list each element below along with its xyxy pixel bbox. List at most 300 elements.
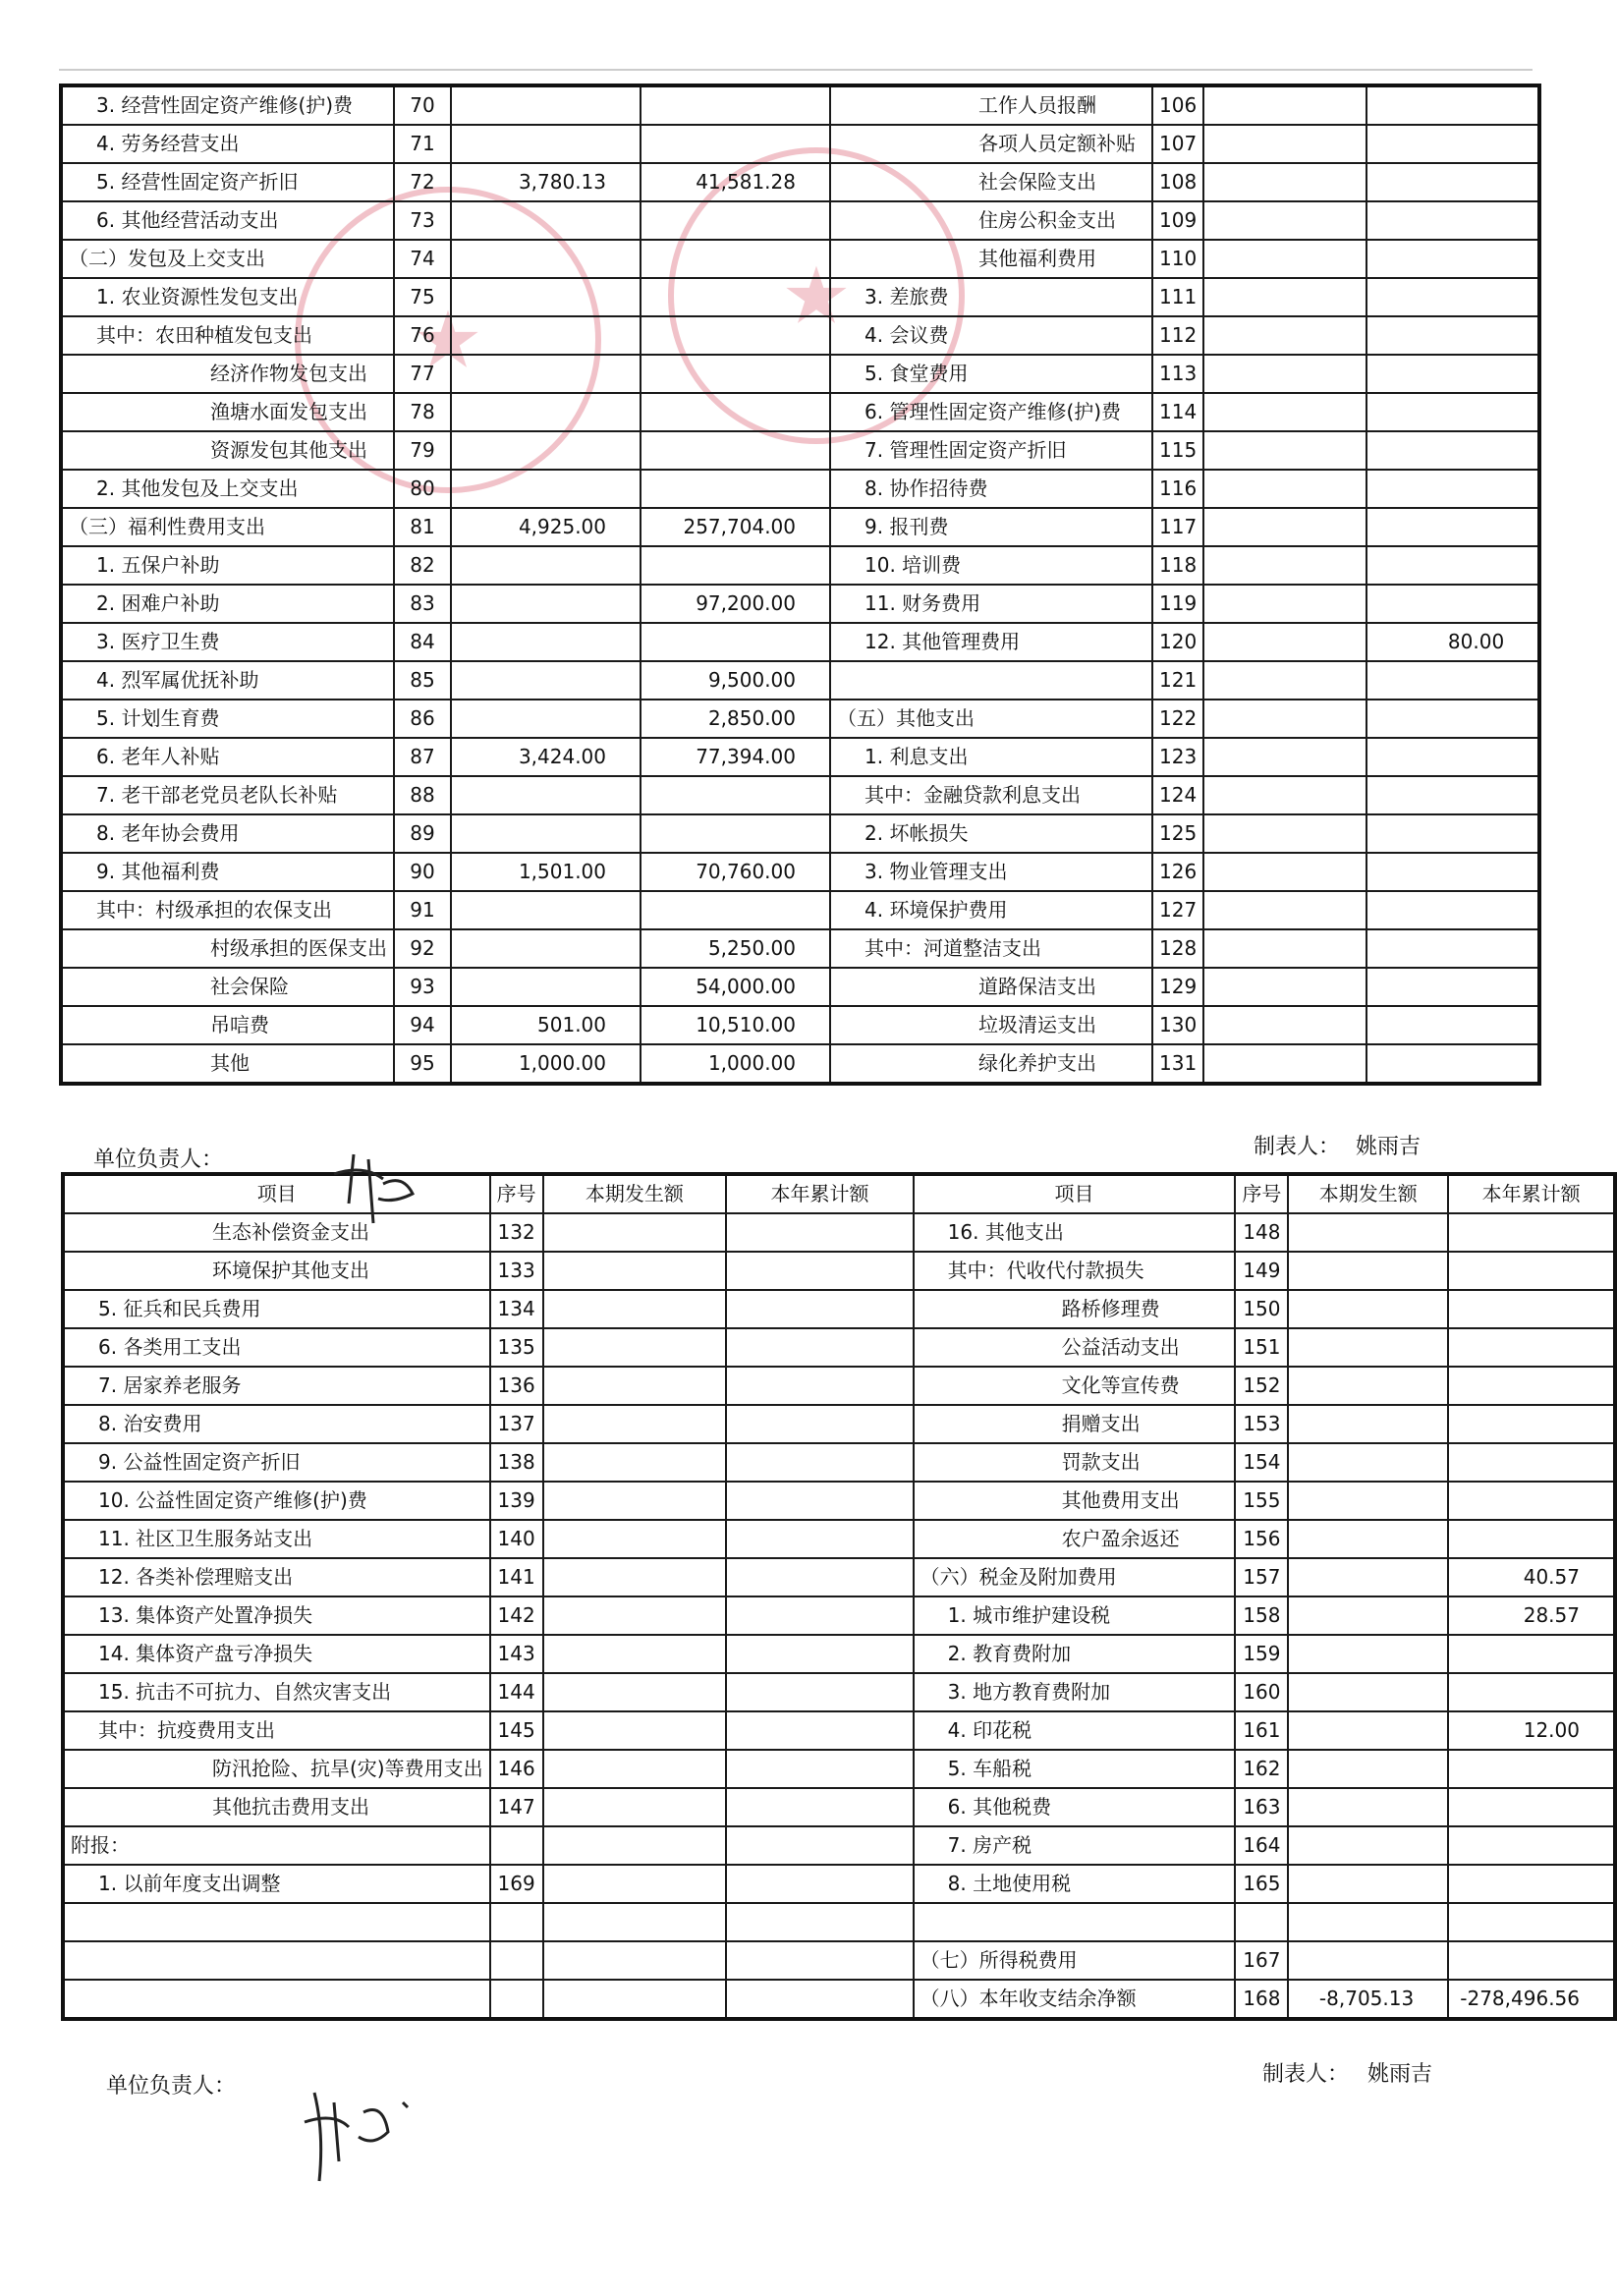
ytd-amount-cell (641, 201, 830, 240)
item-cell: 其他费用支出 (914, 1482, 1236, 1520)
current-amount-cell (451, 201, 641, 240)
seq-cell: 106 (1152, 85, 1203, 125)
expense-table-part1 (59, 84, 1541, 1086)
table-row (63, 1213, 1615, 1252)
item-cell: 渔塘水面发包支出 (61, 393, 394, 431)
item-cell: 其他抗击费用支出 (63, 1788, 490, 1826)
item-cell: 12. 各类补偿理赔支出 (63, 1558, 490, 1596)
item-cell: 防汛抢险、抗旱(灾)等费用支出 (63, 1750, 490, 1788)
ytd-amount-cell (641, 431, 830, 470)
ytd-amount-cell: 70,760.00 (641, 853, 830, 891)
current-amount-cell (1288, 1903, 1448, 1941)
preparer-label-1: 制表人： (1254, 1135, 1341, 1159)
ytd-amount-cell: 41,581.28 (641, 163, 830, 201)
ytd-amount-cell (1366, 240, 1539, 278)
seq-cell: 119 (1152, 585, 1203, 623)
current-amount-cell (451, 393, 641, 431)
current-amount-cell (1203, 661, 1366, 700)
item-cell (914, 1903, 1236, 1941)
current-amount-cell (1288, 1826, 1448, 1865)
ytd-amount-cell (641, 891, 830, 929)
seq-cell: 146 (490, 1750, 543, 1788)
item-cell: （六）税金及附加费用 (914, 1558, 1236, 1596)
item-cell: 11. 财务费用 (830, 585, 1152, 623)
seq-cell: 135 (490, 1328, 543, 1367)
seq-cell: 86 (394, 700, 451, 738)
ytd-amount-cell: 10,510.00 (641, 1006, 830, 1044)
item-cell: 14. 集体资产盘亏净损失 (63, 1635, 490, 1673)
seq-cell: 136 (490, 1367, 543, 1405)
ytd-amount-cell (641, 316, 830, 355)
ytd-amount-cell (1448, 1673, 1615, 1711)
current-amount-cell (1203, 316, 1366, 355)
ytd-amount-cell (726, 1826, 913, 1865)
seq-cell: 72 (394, 163, 451, 201)
item-cell: 12. 其他管理费用 (830, 623, 1152, 661)
ytd-amount-cell (726, 1711, 913, 1750)
item-cell: 1. 利息支出 (830, 738, 1152, 776)
item-cell: 16. 其他支出 (914, 1213, 1236, 1252)
seq-cell: 168 (1235, 1980, 1288, 2019)
leader-label-2: 单位负责人： (106, 2074, 237, 2099)
ytd-amount-cell (1366, 355, 1539, 393)
current-amount-cell (451, 776, 641, 814)
table-row (63, 1826, 1615, 1865)
table-row (63, 1750, 1615, 1788)
seq-cell: 153 (1235, 1405, 1288, 1443)
item-cell: 其中：河道整洁支出 (830, 929, 1152, 968)
table-row (63, 1367, 1615, 1405)
seq-cell: 88 (394, 776, 451, 814)
current-amount-cell (543, 1750, 727, 1788)
ytd-amount-cell (1366, 278, 1539, 316)
item-cell: 经济作物发包支出 (61, 355, 394, 393)
seq-cell: 159 (1235, 1635, 1288, 1673)
current-amount-cell (1203, 623, 1366, 661)
table-row (61, 661, 1539, 700)
ytd-amount-cell (726, 1865, 913, 1903)
item-cell: 2. 教育费附加 (914, 1635, 1236, 1673)
seq-cell: 126 (1152, 853, 1203, 891)
ytd-amount-cell: 54,000.00 (641, 968, 830, 1006)
ytd-amount-cell (726, 1482, 913, 1520)
header-seq: 序号 (490, 1174, 543, 1213)
ytd-amount-cell (1366, 776, 1539, 814)
current-amount-cell (1203, 125, 1366, 163)
current-amount-cell (1203, 1044, 1366, 1084)
current-amount-cell (451, 85, 641, 125)
item-cell: 各项人员定额补贴 (830, 125, 1152, 163)
current-amount-cell: 4,925.00 (451, 508, 641, 546)
current-amount-cell (1203, 853, 1366, 891)
ytd-amount-cell (641, 546, 830, 585)
item-cell: 7. 居家养老服务 (63, 1367, 490, 1405)
item-cell: （二）发包及上交支出 (61, 240, 394, 278)
current-amount-cell (543, 1328, 727, 1367)
seq-cell: 161 (1235, 1711, 1288, 1750)
item-cell (63, 1980, 490, 2019)
ytd-amount-cell (641, 776, 830, 814)
table-row (61, 623, 1539, 661)
ytd-amount-cell (1366, 738, 1539, 776)
table-row (61, 393, 1539, 431)
table-row (61, 470, 1539, 508)
table-row (63, 1941, 1615, 1980)
item-cell: 捐赠支出 (914, 1405, 1236, 1443)
current-amount-cell (1203, 240, 1366, 278)
seq-cell (1235, 1903, 1288, 1941)
current-amount-cell (451, 700, 641, 738)
seq-cell (490, 1941, 543, 1980)
seq-cell: 94 (394, 1006, 451, 1044)
seq-cell: 93 (394, 968, 451, 1006)
header-seq: 序号 (1235, 1174, 1288, 1213)
current-amount-cell: 1,000.00 (451, 1044, 641, 1084)
current-amount-cell (1288, 1673, 1448, 1711)
current-amount-cell (451, 125, 641, 163)
seq-cell: 77 (394, 355, 451, 393)
seq-cell (490, 1980, 543, 2019)
seq-cell: 158 (1235, 1596, 1288, 1635)
seq-cell: 140 (490, 1520, 543, 1558)
item-cell: 1. 以前年度支出调整 (63, 1865, 490, 1903)
item-cell: 其中：抗疫费用支出 (63, 1711, 490, 1750)
seq-cell: 83 (394, 585, 451, 623)
current-amount-cell (543, 1252, 727, 1290)
current-amount-cell (543, 1482, 727, 1520)
item-cell: 农户盈余返还 (914, 1520, 1236, 1558)
table-header-row (63, 1174, 1615, 1213)
seq-cell: 167 (1235, 1941, 1288, 1980)
current-amount-cell (543, 1865, 727, 1903)
seq-cell: 148 (1235, 1213, 1288, 1252)
ytd-amount-cell (726, 1903, 913, 1941)
ytd-amount-cell (726, 1635, 913, 1673)
current-amount-cell (543, 1941, 727, 1980)
seq-cell: 81 (394, 508, 451, 546)
item-cell: 2. 其他发包及上交支出 (61, 470, 394, 508)
current-amount-cell (451, 278, 641, 316)
table-row (61, 316, 1539, 355)
seq-cell: 118 (1152, 546, 1203, 585)
ytd-amount-cell (1366, 814, 1539, 853)
ytd-amount-cell (1366, 85, 1539, 125)
preparer-name-2: 姚雨吉 (1367, 2062, 1433, 2087)
seq-cell (490, 1903, 543, 1941)
ytd-amount-cell (1366, 929, 1539, 968)
ytd-amount-cell (726, 1558, 913, 1596)
current-amount-cell (1288, 1443, 1448, 1482)
current-amount-cell: 3,780.13 (451, 163, 641, 201)
current-amount-cell (543, 1596, 727, 1635)
current-amount-cell (1203, 968, 1366, 1006)
table-row (63, 1673, 1615, 1711)
current-amount-cell (1288, 1252, 1448, 1290)
header-item: 项目 (914, 1174, 1236, 1213)
table-row (63, 1290, 1615, 1328)
current-amount-cell (1203, 1006, 1366, 1044)
item-cell: 4. 环境保护费用 (830, 891, 1152, 929)
current-amount-cell (543, 1443, 727, 1482)
item-cell: （三）福利性费用支出 (61, 508, 394, 546)
table-row (61, 125, 1539, 163)
table-row (61, 163, 1539, 201)
item-cell: 10. 培训费 (830, 546, 1152, 585)
current-amount-cell (1288, 1482, 1448, 1520)
current-amount-cell (543, 1980, 727, 2019)
ytd-amount-cell (726, 1750, 913, 1788)
seq-cell: 154 (1235, 1443, 1288, 1482)
item-cell: 工作人员报酬 (830, 85, 1152, 125)
item-cell: 5. 征兵和民兵费用 (63, 1290, 490, 1328)
item-cell: 9. 其他福利费 (61, 853, 394, 891)
item-cell: 7. 房产税 (914, 1826, 1236, 1865)
current-amount-cell (1288, 1405, 1448, 1443)
seq-cell: 75 (394, 278, 451, 316)
ytd-amount-cell (641, 470, 830, 508)
ytd-amount-cell (1448, 1290, 1615, 1328)
current-amount-cell (451, 240, 641, 278)
current-amount-cell (451, 623, 641, 661)
item-cell: 8. 协作招待费 (830, 470, 1152, 508)
current-amount-cell (451, 355, 641, 393)
seq-cell: 92 (394, 929, 451, 968)
table-row (63, 1596, 1615, 1635)
table-row (63, 1558, 1615, 1596)
item-cell: 5. 车船税 (914, 1750, 1236, 1788)
item-cell: 其他 (61, 1044, 394, 1084)
current-amount-cell (451, 968, 641, 1006)
seq-cell: 145 (490, 1711, 543, 1750)
item-cell: 3. 物业管理支出 (830, 853, 1152, 891)
item-cell: 村级承担的医保支出 (61, 929, 394, 968)
current-amount-cell (543, 1788, 727, 1826)
current-amount-cell (543, 1520, 727, 1558)
current-amount-cell (1203, 201, 1366, 240)
item-cell: 罚款支出 (914, 1443, 1236, 1482)
seq-cell: 133 (490, 1252, 543, 1290)
preparer-name-1: 姚雨吉 (1356, 1135, 1422, 1159)
table-row (61, 776, 1539, 814)
item-cell: 6. 管理性固定资产维修(护)费 (830, 393, 1152, 431)
table-row (61, 968, 1539, 1006)
header-ytd: 本年累计额 (1448, 1174, 1615, 1213)
seq-cell: 150 (1235, 1290, 1288, 1328)
current-amount-cell (543, 1673, 727, 1711)
current-amount-cell (1203, 738, 1366, 776)
current-amount-cell (451, 546, 641, 585)
current-amount-cell (1203, 891, 1366, 929)
preparer-label-2: 制表人： (1262, 2062, 1350, 2087)
item-cell: 4. 烈军属优抚补助 (61, 661, 394, 700)
table-row (63, 1482, 1615, 1520)
ytd-amount-cell: -278,496.56 (1448, 1980, 1615, 2019)
seq-cell: 137 (490, 1405, 543, 1443)
item-cell: 垃圾清运支出 (830, 1006, 1152, 1044)
item-cell: 15. 抗击不可抗力、自然灾害支出 (63, 1673, 490, 1711)
ytd-amount-cell: 77,394.00 (641, 738, 830, 776)
current-amount-cell (1203, 700, 1366, 738)
table-row (61, 891, 1539, 929)
seq-cell: 78 (394, 393, 451, 431)
seq-cell: 109 (1152, 201, 1203, 240)
ytd-amount-cell (1366, 393, 1539, 431)
table-row (61, 546, 1539, 585)
ytd-amount-cell (641, 814, 830, 853)
seq-cell: 116 (1152, 470, 1203, 508)
seq-cell: 85 (394, 661, 451, 700)
ytd-amount-cell (641, 355, 830, 393)
ytd-amount-cell: 40.57 (1448, 1558, 1615, 1596)
ytd-amount-cell (641, 240, 830, 278)
current-amount-cell (1203, 355, 1366, 393)
table-row (61, 355, 1539, 393)
ytd-amount-cell (1366, 1006, 1539, 1044)
table-row (61, 814, 1539, 853)
table-row (61, 201, 1539, 240)
item-cell: 7. 管理性固定资产折旧 (830, 431, 1152, 470)
item-cell (63, 1941, 490, 1980)
seq-cell: 131 (1152, 1044, 1203, 1084)
current-amount-cell (451, 661, 641, 700)
ytd-amount-cell (726, 1788, 913, 1826)
ytd-amount-cell (1448, 1941, 1615, 1980)
ytd-amount-cell (1366, 316, 1539, 355)
ytd-amount-cell (1448, 1865, 1615, 1903)
ytd-amount-cell (641, 125, 830, 163)
header-item: 项目 (63, 1174, 490, 1213)
current-amount-cell (1203, 393, 1366, 431)
current-amount-cell (451, 891, 641, 929)
current-amount-cell (1203, 508, 1366, 546)
table-row (61, 585, 1539, 623)
item-cell: 公益活动支出 (914, 1328, 1236, 1367)
current-amount-cell (1288, 1941, 1448, 1980)
seq-cell: 165 (1235, 1865, 1288, 1903)
current-amount-cell (1288, 1635, 1448, 1673)
ytd-amount-cell (1366, 508, 1539, 546)
item-cell: 8. 治安费用 (63, 1405, 490, 1443)
item-cell: 13. 集体资产处置净损失 (63, 1596, 490, 1635)
leader-label-1: 单位负责人： (93, 1148, 224, 1172)
item-cell: 社会保险支出 (830, 163, 1152, 201)
ytd-amount-cell (1448, 1213, 1615, 1252)
seq-cell: 149 (1235, 1252, 1288, 1290)
seq-cell: 127 (1152, 891, 1203, 929)
current-amount-cell (543, 1290, 727, 1328)
seq-cell: 79 (394, 431, 451, 470)
table-row (61, 929, 1539, 968)
seq-cell: 108 (1152, 163, 1203, 201)
seq-cell: 90 (394, 853, 451, 891)
item-cell: 1. 五保户补助 (61, 546, 394, 585)
seq-cell: 130 (1152, 1006, 1203, 1044)
table-row (61, 431, 1539, 470)
item-cell: 道路保洁支出 (830, 968, 1152, 1006)
item-cell: 2. 困难户补助 (61, 585, 394, 623)
ytd-amount-cell: 257,704.00 (641, 508, 830, 546)
current-amount-cell (543, 1213, 727, 1252)
current-amount-cell (1288, 1711, 1448, 1750)
ytd-amount-cell (1366, 125, 1539, 163)
item-cell: （八）本年收支结余净额 (914, 1980, 1236, 2019)
ytd-amount-cell (726, 1980, 913, 2019)
item-cell: 1. 城市维护建设税 (914, 1596, 1236, 1635)
item-cell: 11. 社区卫生服务站支出 (63, 1520, 490, 1558)
seq-cell: 164 (1235, 1826, 1288, 1865)
ytd-amount-cell (1366, 661, 1539, 700)
seq-cell: 144 (490, 1673, 543, 1711)
ytd-amount-cell (1366, 700, 1539, 738)
seq-cell: 123 (1152, 738, 1203, 776)
seq-cell: 107 (1152, 125, 1203, 163)
item-cell: 生态补偿资金支出 (63, 1213, 490, 1252)
table-row (61, 278, 1539, 316)
table-row (61, 853, 1539, 891)
table-row (63, 1788, 1615, 1826)
seq-cell: 138 (490, 1443, 543, 1482)
current-amount-cell (451, 470, 641, 508)
current-amount-cell (1203, 546, 1366, 585)
ytd-amount-cell (641, 85, 830, 125)
item-cell: 3. 经营性固定资产维修(护)费 (61, 85, 394, 125)
ytd-amount-cell (1366, 1044, 1539, 1084)
seq-cell: 125 (1152, 814, 1203, 853)
seq-cell: 141 (490, 1558, 543, 1596)
seq-cell: 157 (1235, 1558, 1288, 1596)
item-cell: 4. 劳务经营支出 (61, 125, 394, 163)
ytd-amount-cell (1366, 853, 1539, 891)
current-amount-cell (451, 929, 641, 968)
seq-cell: 71 (394, 125, 451, 163)
current-amount-cell (1288, 1328, 1448, 1367)
table-row (61, 240, 1539, 278)
current-amount-cell (1288, 1865, 1448, 1903)
seq-cell: 113 (1152, 355, 1203, 393)
seq-cell: 156 (1235, 1520, 1288, 1558)
seq-cell: 151 (1235, 1328, 1288, 1367)
table-row (61, 85, 1539, 125)
current-amount-cell (1288, 1750, 1448, 1788)
ytd-amount-cell (1448, 1826, 1615, 1865)
item-cell: 3. 医疗卫生费 (61, 623, 394, 661)
table-row (63, 1443, 1615, 1482)
item-cell: 其中：金融贷款利息支出 (830, 776, 1152, 814)
ytd-amount-cell (1448, 1635, 1615, 1673)
ytd-amount-cell (726, 1252, 913, 1290)
ytd-amount-cell (1448, 1367, 1615, 1405)
ytd-amount-cell (1448, 1443, 1615, 1482)
table-row (61, 738, 1539, 776)
seq-cell: 112 (1152, 316, 1203, 355)
seq-cell: 117 (1152, 508, 1203, 546)
handwritten-signature-2 (295, 2073, 442, 2191)
header-cur: 本期发生额 (1288, 1174, 1448, 1213)
item-cell: 6. 其他经营活动支出 (61, 201, 394, 240)
seq-cell: 121 (1152, 661, 1203, 700)
item-cell: 其中：村级承担的农保支出 (61, 891, 394, 929)
expense-table-part2 (61, 1172, 1617, 2021)
seq-cell: 120 (1152, 623, 1203, 661)
ytd-amount-cell (641, 278, 830, 316)
item-cell: 10. 公益性固定资产维修(护)费 (63, 1482, 490, 1520)
item-cell: 6. 老年人补贴 (61, 738, 394, 776)
ytd-amount-cell (726, 1596, 913, 1635)
ytd-amount-cell: 12.00 (1448, 1711, 1615, 1750)
seq-cell: 142 (490, 1596, 543, 1635)
ytd-amount-cell (1366, 546, 1539, 585)
seq-cell: 76 (394, 316, 451, 355)
